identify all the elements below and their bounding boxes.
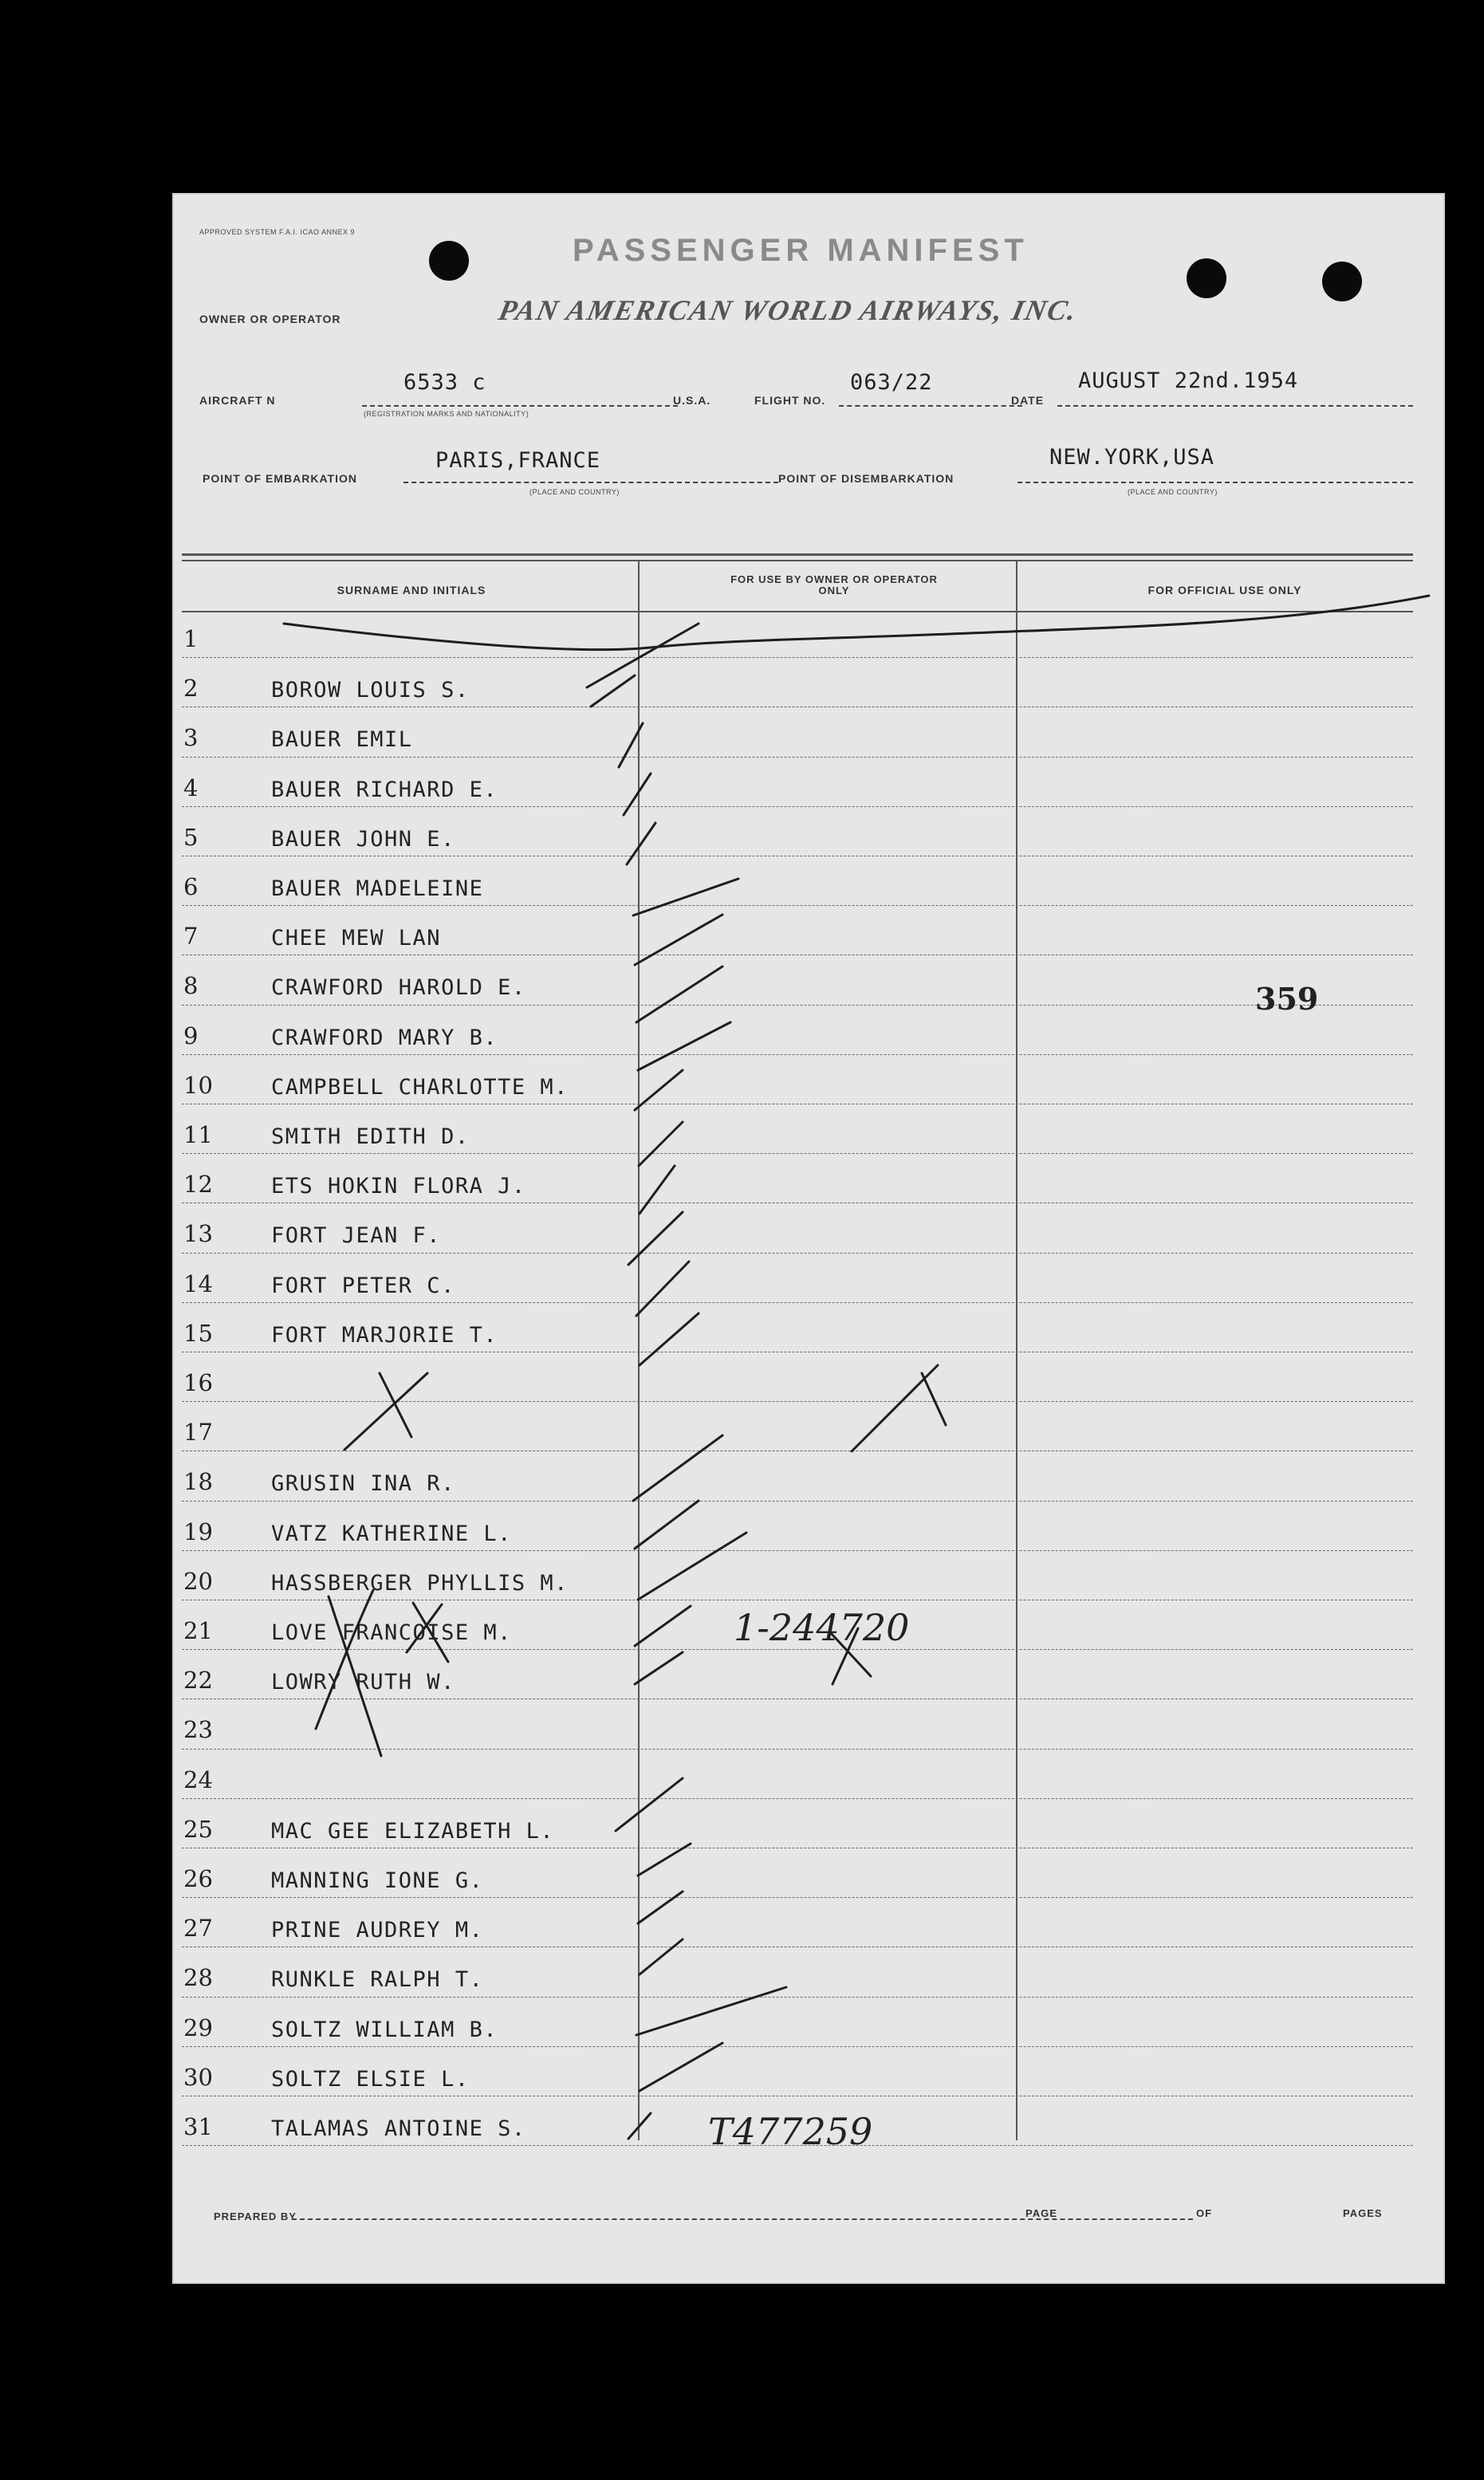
checkmark xyxy=(636,966,722,1022)
date-value: AUGUST 22nd.1954 xyxy=(1078,368,1299,393)
passenger-name: CAMPBELL CHARLOTTE M. xyxy=(271,1074,569,1100)
page-label: PAGE xyxy=(1025,2207,1057,2219)
row-number: 15 xyxy=(183,1319,213,1347)
checkmark xyxy=(638,1022,730,1070)
checkmark xyxy=(619,723,643,767)
checkmark xyxy=(635,1606,691,1646)
company-name: PAN AMERICAN WORLD AIRWAYS, INC. xyxy=(495,294,1081,326)
row-number: 17 xyxy=(183,1419,213,1447)
x-mark xyxy=(922,1373,946,1425)
checkmark xyxy=(587,624,699,687)
row-number: 22 xyxy=(183,1667,213,1695)
checkmark xyxy=(639,1122,683,1166)
passenger-name: FORT JEAN F. xyxy=(271,1223,442,1249)
row-number: 24 xyxy=(183,1766,213,1793)
official-note: 359 xyxy=(1255,981,1319,1017)
row-number: 18 xyxy=(183,1468,213,1496)
flight-value: 063/22 xyxy=(850,370,933,395)
checkmark xyxy=(635,915,722,965)
checkmark xyxy=(624,774,651,815)
checkmark xyxy=(636,1987,786,2035)
passenger-name: FORT MARJORIE T. xyxy=(271,1322,498,1348)
prepared-by-label: PREPARED BY xyxy=(214,2210,297,2222)
passenger-name: MANNING IONE G. xyxy=(271,1868,484,1893)
row-number: 20 xyxy=(183,1567,213,1595)
row-number: 3 xyxy=(183,724,199,752)
embark-note: (PLACE AND COUNTRY) xyxy=(529,488,620,496)
disembark-value: NEW.YORK,USA xyxy=(1049,445,1215,470)
checkmark xyxy=(640,2043,722,2091)
disembark-label: POINT OF DISEMBARKATION xyxy=(778,472,955,485)
approval-stamp: APPROVED SYSTEM F.A.I. ICAO ANNEX 9 xyxy=(199,228,356,236)
row-number: 19 xyxy=(183,1518,213,1545)
checkmark xyxy=(627,823,655,864)
usa-label: U.S.A. xyxy=(673,394,711,407)
row-number: 8 xyxy=(183,972,199,1000)
checkmark xyxy=(636,1262,689,1316)
checkmark xyxy=(640,1313,699,1365)
row-number: 23 xyxy=(183,1716,213,1744)
passenger-name: TALAMAS ANTOINE S. xyxy=(271,2116,526,2141)
row-number: 10 xyxy=(183,1071,213,1099)
flight-label: FLIGHT NO. xyxy=(754,394,826,407)
strike-line xyxy=(284,596,1429,650)
embark-label: POINT OF EMBARKATION xyxy=(203,472,357,485)
row-number: 13 xyxy=(183,1220,213,1248)
passenger-name: ETS HOKIN FLORA J. xyxy=(271,1174,526,1199)
disembark-note: (PLACE AND COUNTRY) xyxy=(1128,488,1218,496)
pages-label: PAGES xyxy=(1343,2207,1383,2219)
passenger-name: LOVE FRANCOISE M. xyxy=(271,1620,512,1645)
x-mark xyxy=(831,1633,871,1676)
passenger-name: CRAWFORD HAROLD E. xyxy=(271,975,526,1001)
x-mark xyxy=(833,1628,858,1684)
passenger-name: VATZ KATHERINE L. xyxy=(271,1521,512,1546)
column-header-official: FOR OFFICIAL USE ONLY xyxy=(1147,584,1302,596)
ticket-number-21: 1-244720 xyxy=(734,1606,910,1649)
row-number: 31 xyxy=(183,2113,213,2140)
row-number: 7 xyxy=(183,923,199,951)
row-number: 4 xyxy=(183,774,199,801)
x-mark xyxy=(407,1604,442,1652)
passenger-name: BAUER EMIL xyxy=(271,727,413,753)
row-number: 29 xyxy=(183,2014,213,2041)
checkmark xyxy=(635,1070,683,1110)
passenger-name: BAUER MADELEINE xyxy=(271,876,484,901)
checkmark xyxy=(616,1778,683,1831)
date-label: DATE xyxy=(1011,394,1045,407)
passenger-name: BAUER JOHN E. xyxy=(271,826,455,852)
passenger-name: CRAWFORD MARY B. xyxy=(271,1025,498,1050)
row-number: 5 xyxy=(183,823,199,851)
embark-value: PARIS,FRANCE xyxy=(435,448,601,473)
checkmark xyxy=(638,1844,691,1876)
row-number: 25 xyxy=(183,1815,213,1843)
of-label: OF xyxy=(1196,2207,1213,2219)
checkmark xyxy=(633,1435,722,1501)
passenger-name: CHEE MEW LAN xyxy=(271,926,442,951)
passenger-name: SMITH EDITH D. xyxy=(271,1124,470,1149)
form-title: PASSENGER MANIFEST xyxy=(573,233,1029,268)
row-number: 27 xyxy=(183,1915,213,1943)
manifest-sheet xyxy=(172,193,1445,2284)
passenger-name: LOWRY RUTH W. xyxy=(271,1670,455,1695)
passenger-name: FORT PETER C. xyxy=(271,1273,455,1298)
row-number: 14 xyxy=(183,1270,213,1297)
row-number: 11 xyxy=(183,1121,213,1148)
row-number: 1 xyxy=(183,625,199,652)
column-header-owner: FOR USE BY OWNER OR OPERATOR ONLY xyxy=(730,573,938,596)
checkmark xyxy=(638,1533,746,1600)
passenger-name: SOLTZ ELSIE L. xyxy=(271,2066,470,2092)
passenger-name: PRINE AUDREY M. xyxy=(271,1918,484,1943)
x-mark xyxy=(413,1603,448,1662)
owner-label: OWNER OR OPERATOR xyxy=(199,313,341,325)
checkmark xyxy=(640,1939,683,1974)
row-number: 9 xyxy=(183,1022,199,1049)
passenger-name: RUNKLE RALPH T. xyxy=(271,1967,484,1993)
passenger-name: BAUER RICHARD E. xyxy=(271,777,498,802)
registration-note: (REGISTRATION MARKS AND NATIONALITY) xyxy=(364,410,529,418)
row-number: 12 xyxy=(183,1171,213,1199)
checkmark xyxy=(640,1166,675,1214)
x-mark xyxy=(380,1373,411,1437)
checkmark xyxy=(635,1652,683,1684)
passenger-name: SOLTZ WILLIAM B. xyxy=(271,2017,498,2042)
row-number: 28 xyxy=(183,1964,213,1992)
passenger-name: MAC GEE ELIZABETH L. xyxy=(271,1818,555,1844)
passenger-name: HASSBERGER PHYLLIS M. xyxy=(271,1570,569,1596)
checkmark xyxy=(638,1891,683,1923)
row-number: 30 xyxy=(183,2063,213,2091)
row-number: 21 xyxy=(183,1617,213,1644)
row-number: 16 xyxy=(183,1369,213,1396)
row-number: 6 xyxy=(183,873,199,900)
pen-marks xyxy=(172,193,1445,2284)
checkmark xyxy=(628,2113,651,2139)
passenger-name: GRUSIN INA R. xyxy=(271,1471,455,1497)
aircraft-label: AIRCRAFT N xyxy=(199,394,276,407)
checkmark xyxy=(633,879,738,915)
checkmark xyxy=(628,1212,683,1265)
column-header-surname: SURNAME AND INITIALS xyxy=(337,584,486,596)
aircraft-value: 6533 c xyxy=(403,370,486,395)
passenger-name: BOROW LOUIS S. xyxy=(271,678,470,703)
row-number: 2 xyxy=(183,675,199,703)
ticket-number-31: T477259 xyxy=(708,2110,873,2153)
row-number: 26 xyxy=(183,1865,213,1892)
checkmark xyxy=(635,1501,699,1549)
